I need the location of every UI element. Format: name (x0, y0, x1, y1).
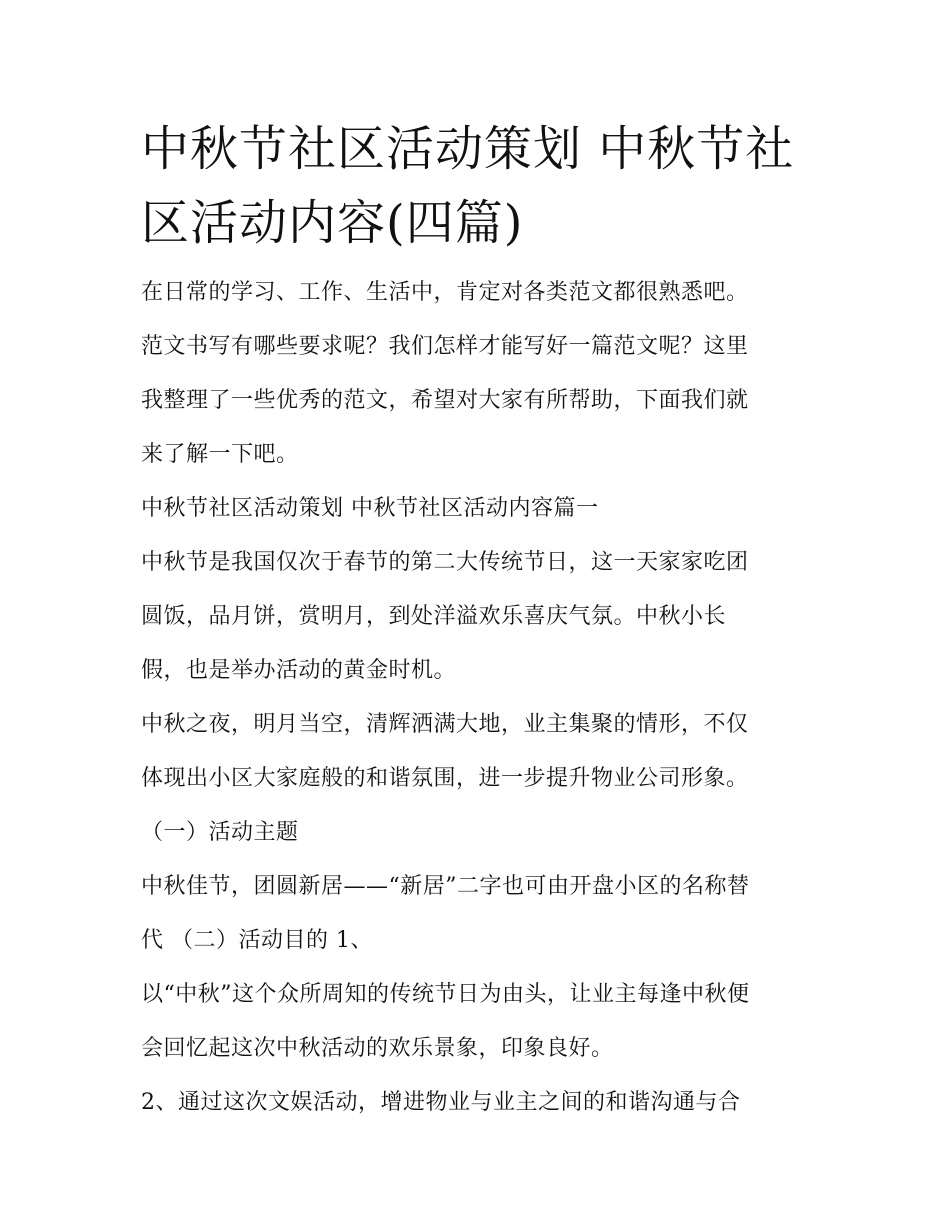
body-line: 我整理了一些优秀的范文，希望对大家有所帮助，下面我们就 (141, 388, 749, 413)
document-page (141, 112, 813, 1130)
body-line: 代 （二）活动目的 1、 (141, 928, 373, 953)
body-line: 在日常的学习、工作、生活中，肯定对各类范文都很熟悉吧。 (141, 280, 749, 305)
body-line: 假，也是举办活动的黄金时机。 (141, 658, 457, 683)
body-line: 以“中秋”这个众所周知的传统节日为由头，让业主每逢中秋便 (141, 982, 750, 1007)
body-line: 中秋之夜，明月当空，清辉洒满大地，业主集聚的情形，不仅 (141, 712, 749, 737)
section-heading: 中秋节社区活动策划 中秋节社区活动内容篇一 (141, 496, 599, 521)
body-line: 体现出小区大家庭般的和谐氛围，进一步提升物业公司形象。 (141, 766, 749, 791)
body-line: 中秋节是我国仅次于春节的第二大传统节日，这一天家家吃团 (141, 550, 749, 575)
title-line-2: 区活动内容(四篇) (141, 195, 524, 251)
body-line: 范文书写有哪些要求呢？我们怎样才能写好一篇范文呢？这里 (141, 334, 749, 359)
body-line: 来了解一下吧。 (141, 442, 299, 467)
document-body (141, 266, 813, 1130)
subheading: （一）活动主题 (141, 820, 299, 845)
title-line-1: 中秋节社区活动策划 中秋节社 (141, 121, 795, 177)
body-line: 会回忆起这次中秋活动的欢乐景象，印象良好。 (141, 1036, 614, 1061)
body-line: 2、通过这次文娱活动，增进物业与业主之间的和谐沟通与合 (141, 1090, 741, 1115)
body-line: 圆饭，品月饼，赏明月，到处洋溢欢乐喜庆气氛。中秋小长 (141, 604, 727, 629)
document-title (141, 112, 813, 260)
body-line: 中秋佳节，团圆新居——“新居”二字也可由开盘小区的名称替 (141, 874, 750, 899)
